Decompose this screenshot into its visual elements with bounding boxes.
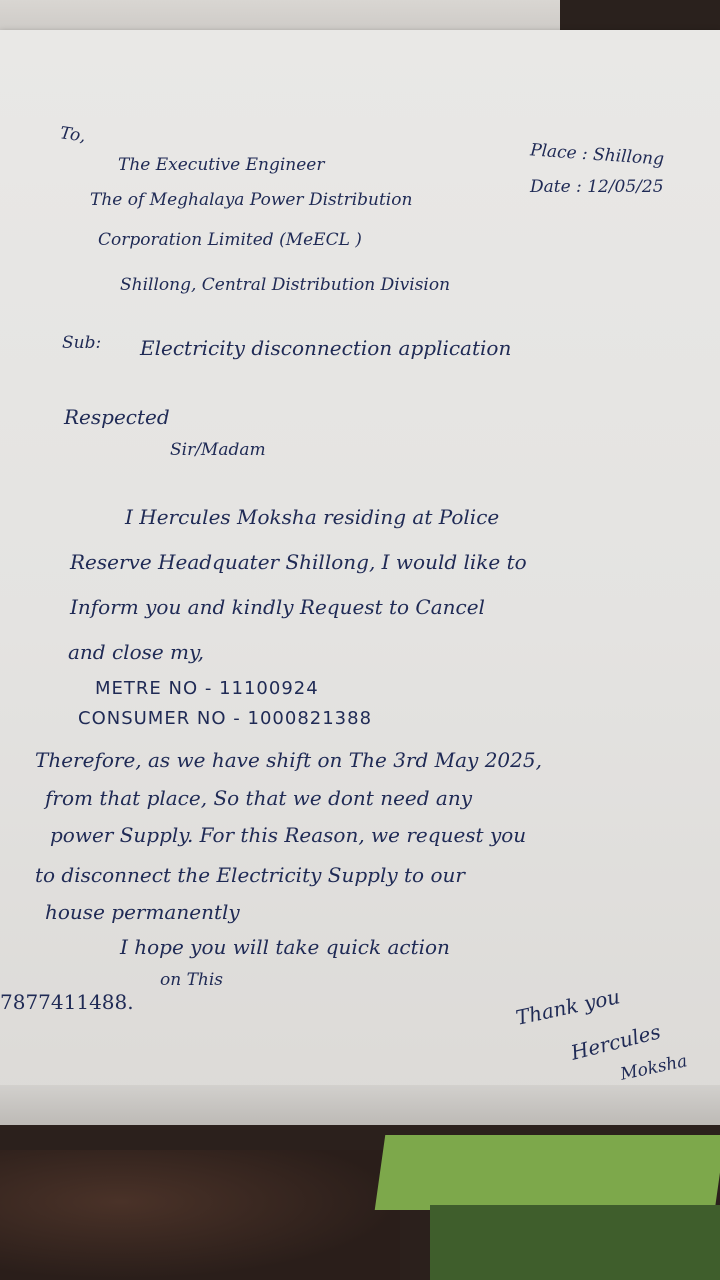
cloth-dark-pattern — [0, 1150, 400, 1280]
signature-line-2: Moksha — [618, 1051, 690, 1085]
closing-line-1: I hope you will take quick action — [120, 935, 450, 959]
consumer-number: CONSUMER NO - 1000821388 — [78, 708, 373, 729]
body2-line-4: to disconnect the Electricity Supply to our — [35, 863, 465, 887]
thank-you: Thank you — [513, 984, 623, 1030]
body-line-4: and close my, — [68, 640, 205, 664]
body2-line-3: power Supply. For this Reason, we request you — [50, 823, 527, 847]
addressee-line-2: The of Meghalaya Power Distribution — [90, 190, 413, 210]
addressee-line-1: The Executive Engineer — [118, 155, 325, 175]
subject-label: Sub: — [62, 333, 102, 353]
body-line-2: Reserve Headquater Shillong, I would like to — [70, 550, 527, 574]
body-line-1: I Hercules Moksha residing at Police — [125, 505, 500, 529]
body2-line-5: house permanently — [45, 900, 240, 924]
cloth-green-pattern-dark — [430, 1205, 720, 1280]
body2-line-2: from that place, So that we dont need any — [45, 786, 473, 810]
signature-line-1: Hercules — [568, 1019, 663, 1065]
subject: Electricity disconnection application — [140, 336, 512, 360]
metre-number: METRE NO - 11100924 — [95, 678, 319, 699]
salutation-2: Sir/Madam — [170, 440, 266, 460]
paper-bottom-edge — [0, 1085, 720, 1125]
addressee-line-4: Shillong, Central Distribution Division — [120, 275, 451, 295]
body-line-3: Inform you and kindly Request to Cancel — [70, 595, 485, 619]
salutation: Respected — [64, 405, 170, 429]
addressee-line-3: Corporation Limited (MeECL ) — [98, 230, 362, 250]
date: Date : 12/05/25 — [530, 177, 664, 197]
place: Place : Shillong — [529, 140, 665, 170]
cloth-green-pattern — [375, 1135, 720, 1210]
closing-line-2: on This — [160, 970, 224, 990]
phone-number: 7877411488. — [0, 990, 134, 1014]
body2-line-1: Therefore, as we have shift on The 3rd May 2025, — [35, 748, 542, 772]
to-line: To, — [58, 123, 87, 147]
